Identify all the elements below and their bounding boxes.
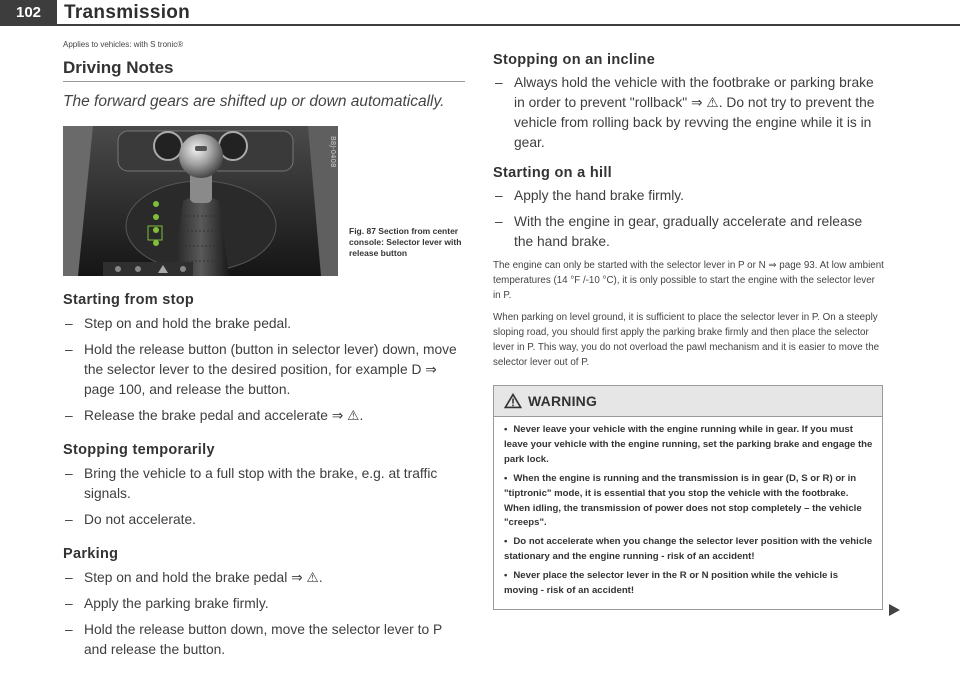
stopping-list <box>63 464 465 530</box>
hill-list <box>493 186 885 252</box>
right-column <box>493 52 885 610</box>
warning-item: • Never place the selector lever in the R or N position while the vehicle is moving - risk of an accident! <box>504 569 839 596</box>
figure <box>63 126 465 276</box>
incline-list <box>493 73 885 153</box>
applies-note: Applies to vehicles: with S tronic® <box>63 40 184 49</box>
subheading-stopping-temporarily: Stopping temporarily <box>63 442 215 459</box>
list-item: – Release the brake pedal and accelerate ⇒ ⚠. <box>63 406 465 426</box>
warning-header <box>494 386 882 417</box>
warning-item: • Never leave your vehicle with the engine running while in gear. If you must leave your vehicle with the engine running, set the parking brake and engage the park lock. <box>504 424 873 465</box>
list-item: – Do not accelerate. <box>63 510 465 530</box>
header-rule <box>0 24 960 26</box>
list-item: – With the engine in gear, gradually accelerate and release the hand brake. <box>493 212 885 252</box>
starting-list <box>63 314 465 426</box>
intro-text: The forward gears are shifted up or down automatically. <box>63 93 445 110</box>
list-item: – Apply the hand brake firmly. <box>493 186 885 206</box>
warning-item: • When the engine is running and the transmission is in gear (D, S or R) or in "tiptronic" mode, it is essential that you stop the vehicle with the footbrake. When idling, the transmission of power does not stop completely – the vehicle "creeps". <box>504 472 862 529</box>
section-title: Driving Notes <box>63 58 465 82</box>
parking-list <box>63 568 465 660</box>
list-item: – Always hold the vehicle with the footbrake or parking brake in order to prevent "rollback" ⇒ ⚠. Do not try to prevent the vehicle from rolling back by revving the engine while it is in gear. <box>493 73 885 153</box>
continue-arrow-icon <box>889 604 900 616</box>
subheading-parking: Parking <box>63 546 119 563</box>
warning-triangle-icon <box>504 393 522 409</box>
warning-item: • Do not accelerate when you change the selector lever position with the vehicle stationary and the engine running - risk of an accident! <box>504 536 873 563</box>
list-item: – Step on and hold the brake pedal. <box>63 314 465 334</box>
list-item: – Bring the vehicle to a full stop with the brake, e.g. at traffic signals. <box>63 464 465 504</box>
selector-lever-illustration <box>63 126 338 276</box>
subheading-incline: Stopping on an incline <box>493 52 656 68</box>
subheading-hill: Starting on a hill <box>493 165 612 181</box>
left-column <box>63 40 465 666</box>
warning-label: WARNING <box>528 393 598 410</box>
list-item: – Step on and hold the brake pedal ⇒ ⚠. <box>63 568 465 588</box>
page-number: 102 <box>0 0 57 24</box>
image-code: B8J-0408 <box>329 136 337 168</box>
parking-note: When parking on level ground, it is sufficient to place the selector lever in P. On a steeply sloping road, you should first apply the parking brake firmly and then place the selector lever in P. This way, you do not overload the pawl mechanism and it is easier to move the selector lever out of P. <box>493 311 880 369</box>
list-item: – Hold the release button (button in selector lever) down, move the selector lever to the desired position, for example D ⇒ page 100, and release the button. <box>63 340 465 400</box>
chapter-title: Transmission <box>64 2 191 23</box>
center-console-photo <box>63 126 338 276</box>
engine-start-note: The engine can only be started with the selector lever in P or N ⇒ page 93. At low ambient temperatures (14 °F /-10 °C), it is only possible to start the engine with the selector lever in P. <box>493 260 884 302</box>
list-item: – Apply the parking brake firmly. <box>63 594 465 614</box>
list-item: – Hold the release button down, move the selector lever to P and release the button. <box>63 620 465 660</box>
figure-caption: Fig. 87 Section from center console: Selector lever with release button <box>349 226 462 259</box>
subheading-starting-from-stop: Starting from stop <box>63 292 195 309</box>
warning-box <box>493 385 883 609</box>
warning-body <box>494 417 882 608</box>
